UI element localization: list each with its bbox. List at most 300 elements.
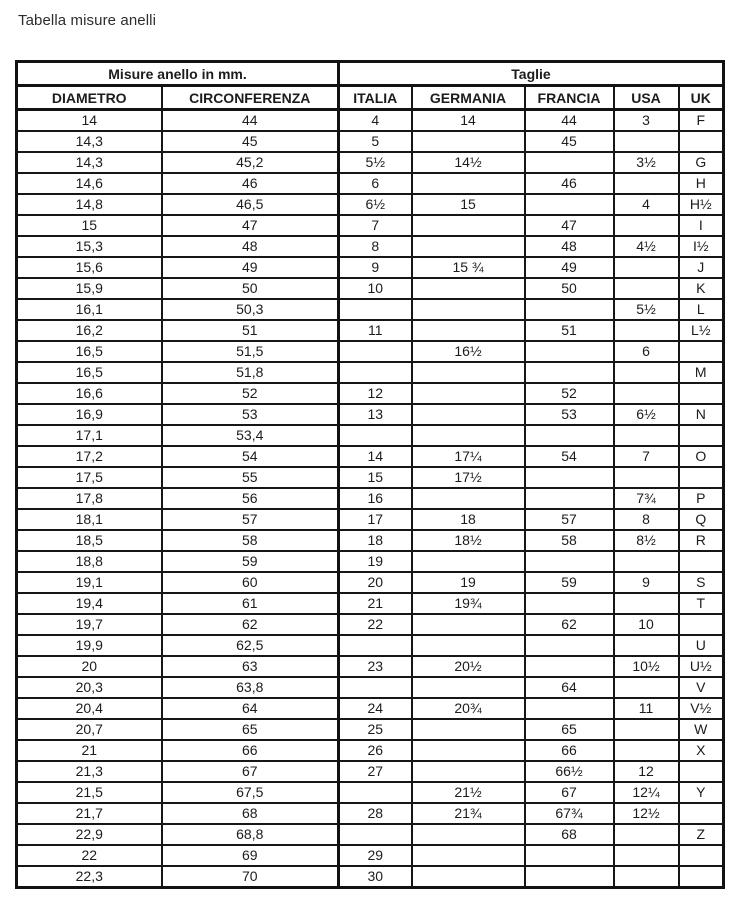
cell-germania <box>412 866 525 888</box>
cell-diametro: 18,1 <box>17 509 162 530</box>
table-row <box>17 299 724 320</box>
table-row <box>17 530 724 551</box>
cell-circonferenza: 51 <box>162 320 339 341</box>
cell-usa <box>614 383 679 404</box>
cell-uk: W <box>679 719 724 740</box>
table-row <box>17 152 724 173</box>
cell-circonferenza: 51,5 <box>162 341 339 362</box>
cell-uk: T <box>679 593 724 614</box>
cell-italia: 18 <box>339 530 412 551</box>
cell-germania: 21¾ <box>412 803 525 824</box>
cell-diametro: 17,5 <box>17 467 162 488</box>
cell-circonferenza: 55 <box>162 467 339 488</box>
ring-size-table <box>15 60 725 889</box>
cell-francia: 67¾ <box>525 803 614 824</box>
table-row <box>17 866 724 888</box>
cell-usa <box>614 425 679 446</box>
page-title: Tabella misure anelli <box>18 12 157 29</box>
cell-diametro: 15,6 <box>17 257 162 278</box>
table-row <box>17 362 724 383</box>
cell-circonferenza: 54 <box>162 446 339 467</box>
cell-francia <box>525 866 614 888</box>
cell-germania: 17¼ <box>412 446 525 467</box>
cell-uk: K <box>679 278 724 299</box>
table-row <box>17 446 724 467</box>
cell-diametro: 19,1 <box>17 572 162 593</box>
cell-circonferenza: 53 <box>162 404 339 425</box>
cell-germania: 20¾ <box>412 698 525 719</box>
table-row <box>17 509 724 530</box>
cell-circonferenza: 50 <box>162 278 339 299</box>
cell-usa <box>614 845 679 866</box>
cell-italia: 11 <box>339 320 412 341</box>
cell-diametro: 22 <box>17 845 162 866</box>
cell-usa: 4½ <box>614 236 679 257</box>
cell-uk: X <box>679 740 724 761</box>
cell-italia <box>339 299 412 320</box>
cell-uk: V½ <box>679 698 724 719</box>
cell-usa: 12 <box>614 761 679 782</box>
cell-uk: L <box>679 299 724 320</box>
cell-italia: 20 <box>339 572 412 593</box>
cell-germania <box>412 425 525 446</box>
cell-uk: O <box>679 446 724 467</box>
cell-uk: L½ <box>679 320 724 341</box>
cell-uk <box>679 803 724 824</box>
cell-uk <box>679 131 724 152</box>
cell-uk: H½ <box>679 194 724 215</box>
cell-francia <box>525 656 614 677</box>
cell-francia <box>525 488 614 509</box>
cell-italia: 30 <box>339 866 412 888</box>
cell-francia <box>525 845 614 866</box>
cell-germania <box>412 236 525 257</box>
cell-italia: 5½ <box>339 152 412 173</box>
cell-diametro: 14 <box>17 110 162 132</box>
cell-uk: U <box>679 635 724 656</box>
cell-usa: 6 <box>614 341 679 362</box>
cell-francia: 48 <box>525 236 614 257</box>
cell-diametro: 19,7 <box>17 614 162 635</box>
cell-francia <box>525 341 614 362</box>
cell-uk <box>679 383 724 404</box>
cell-germania: 14½ <box>412 152 525 173</box>
col-header-uk: UK <box>679 86 724 110</box>
cell-francia <box>525 362 614 383</box>
cell-circonferenza: 59 <box>162 551 339 572</box>
cell-uk: P <box>679 488 724 509</box>
table-row <box>17 782 724 803</box>
cell-circonferenza: 70 <box>162 866 339 888</box>
cell-usa <box>614 593 679 614</box>
cell-diametro: 20,7 <box>17 719 162 740</box>
cell-diametro: 14,8 <box>17 194 162 215</box>
cell-germania <box>412 215 525 236</box>
table-row <box>17 656 724 677</box>
cell-usa: 6½ <box>614 404 679 425</box>
cell-circonferenza: 63,8 <box>162 677 339 698</box>
cell-diametro: 20,4 <box>17 698 162 719</box>
cell-italia: 28 <box>339 803 412 824</box>
cell-circonferenza: 63 <box>162 656 339 677</box>
cell-circonferenza: 62,5 <box>162 635 339 656</box>
table-row <box>17 110 724 132</box>
cell-germania <box>412 131 525 152</box>
table-row <box>17 488 724 509</box>
cell-circonferenza: 68 <box>162 803 339 824</box>
col-header-usa: USA <box>614 86 679 110</box>
table-row <box>17 761 724 782</box>
cell-diametro: 21,5 <box>17 782 162 803</box>
cell-circonferenza: 56 <box>162 488 339 509</box>
cell-francia: 68 <box>525 824 614 845</box>
cell-diametro: 22,3 <box>17 866 162 888</box>
cell-uk: M <box>679 362 724 383</box>
cell-diametro: 21 <box>17 740 162 761</box>
cell-italia <box>339 635 412 656</box>
cell-circonferenza: 45,2 <box>162 152 339 173</box>
table-row <box>17 593 724 614</box>
cell-circonferenza: 62 <box>162 614 339 635</box>
cell-italia: 4 <box>339 110 412 132</box>
cell-germania: 18 <box>412 509 525 530</box>
cell-circonferenza: 67,5 <box>162 782 339 803</box>
cell-francia: 59 <box>525 572 614 593</box>
cell-germania: 19 <box>412 572 525 593</box>
cell-italia: 12 <box>339 383 412 404</box>
cell-usa <box>614 719 679 740</box>
cell-francia <box>525 425 614 446</box>
cell-germania <box>412 677 525 698</box>
cell-francia <box>525 593 614 614</box>
cell-diametro: 21,7 <box>17 803 162 824</box>
cell-francia: 45 <box>525 131 614 152</box>
table-header <box>17 62 724 110</box>
cell-circonferenza: 61 <box>162 593 339 614</box>
cell-diametro: 14,3 <box>17 152 162 173</box>
cell-uk: Y <box>679 782 724 803</box>
cell-francia: 67 <box>525 782 614 803</box>
cell-italia: 15 <box>339 467 412 488</box>
cell-diametro: 17,8 <box>17 488 162 509</box>
cell-diametro: 20 <box>17 656 162 677</box>
cell-italia: 6 <box>339 173 412 194</box>
cell-italia: 29 <box>339 845 412 866</box>
table-row <box>17 404 724 425</box>
table-body <box>17 110 724 888</box>
cell-uk: R <box>679 530 724 551</box>
cell-uk: Z <box>679 824 724 845</box>
column-header-row <box>17 86 724 110</box>
cell-italia: 24 <box>339 698 412 719</box>
cell-usa <box>614 320 679 341</box>
cell-germania <box>412 740 525 761</box>
col-header-francia: FRANCIA <box>525 86 614 110</box>
cell-diametro: 15 <box>17 215 162 236</box>
cell-italia: 14 <box>339 446 412 467</box>
cell-italia: 17 <box>339 509 412 530</box>
table-row <box>17 131 724 152</box>
cell-usa <box>614 635 679 656</box>
table-row <box>17 824 724 845</box>
cell-uk: V <box>679 677 724 698</box>
cell-francia <box>525 551 614 572</box>
cell-italia: 27 <box>339 761 412 782</box>
table-row <box>17 614 724 635</box>
group-header-misure-anello: Misure anello in mm. <box>17 62 339 86</box>
table-row <box>17 803 724 824</box>
cell-circonferenza: 46,5 <box>162 194 339 215</box>
cell-italia <box>339 341 412 362</box>
cell-francia: 52 <box>525 383 614 404</box>
cell-italia: 6½ <box>339 194 412 215</box>
cell-italia <box>339 782 412 803</box>
cell-uk <box>679 551 724 572</box>
cell-diametro: 16,5 <box>17 341 162 362</box>
cell-usa: 10½ <box>614 656 679 677</box>
cell-uk <box>679 467 724 488</box>
cell-francia <box>525 299 614 320</box>
cell-italia: 22 <box>339 614 412 635</box>
cell-circonferenza: 66 <box>162 740 339 761</box>
cell-italia: 9 <box>339 257 412 278</box>
cell-italia: 7 <box>339 215 412 236</box>
cell-francia: 44 <box>525 110 614 132</box>
table-row <box>17 845 724 866</box>
cell-usa: 8 <box>614 509 679 530</box>
table-row <box>17 425 724 446</box>
cell-italia: 25 <box>339 719 412 740</box>
cell-circonferenza: 67 <box>162 761 339 782</box>
cell-germania <box>412 173 525 194</box>
cell-francia: 65 <box>525 719 614 740</box>
cell-italia <box>339 677 412 698</box>
cell-diametro: 15,9 <box>17 278 162 299</box>
cell-usa: 7¾ <box>614 488 679 509</box>
cell-circonferenza: 57 <box>162 509 339 530</box>
cell-francia <box>525 194 614 215</box>
cell-usa <box>614 278 679 299</box>
cell-uk: G <box>679 152 724 173</box>
cell-usa <box>614 677 679 698</box>
cell-uk: F <box>679 110 724 132</box>
cell-francia: 54 <box>525 446 614 467</box>
col-header-italia: ITALIA <box>339 86 412 110</box>
cell-uk <box>679 866 724 888</box>
cell-usa <box>614 173 679 194</box>
cell-circonferenza: 47 <box>162 215 339 236</box>
table-row <box>17 215 724 236</box>
table-row <box>17 719 724 740</box>
cell-italia <box>339 362 412 383</box>
table-row <box>17 677 724 698</box>
cell-francia: 66½ <box>525 761 614 782</box>
cell-francia: 57 <box>525 509 614 530</box>
cell-diametro: 18,5 <box>17 530 162 551</box>
cell-francia <box>525 467 614 488</box>
cell-italia: 13 <box>339 404 412 425</box>
cell-diametro: 20,3 <box>17 677 162 698</box>
cell-uk: I½ <box>679 236 724 257</box>
cell-italia: 8 <box>339 236 412 257</box>
cell-francia: 50 <box>525 278 614 299</box>
table-row <box>17 698 724 719</box>
cell-uk: J <box>679 257 724 278</box>
cell-uk: S <box>679 572 724 593</box>
cell-circonferenza: 65 <box>162 719 339 740</box>
cell-germania <box>412 551 525 572</box>
cell-diametro: 16,5 <box>17 362 162 383</box>
cell-francia <box>525 635 614 656</box>
cell-diametro: 16,9 <box>17 404 162 425</box>
cell-uk: H <box>679 173 724 194</box>
cell-germania <box>412 614 525 635</box>
table-row <box>17 257 724 278</box>
col-header-circonferenza: CIRCONFERENZA <box>162 86 339 110</box>
cell-germania <box>412 278 525 299</box>
col-header-germania: GERMANIA <box>412 86 525 110</box>
cell-francia: 46 <box>525 173 614 194</box>
cell-circonferenza: 60 <box>162 572 339 593</box>
cell-germania <box>412 635 525 656</box>
cell-diametro: 21,3 <box>17 761 162 782</box>
cell-germania <box>412 404 525 425</box>
cell-usa <box>614 131 679 152</box>
cell-circonferenza: 49 <box>162 257 339 278</box>
cell-diametro: 16,2 <box>17 320 162 341</box>
table-row <box>17 572 724 593</box>
cell-italia: 5 <box>339 131 412 152</box>
cell-circonferenza: 46 <box>162 173 339 194</box>
cell-usa: 3 <box>614 110 679 132</box>
cell-circonferenza: 68,8 <box>162 824 339 845</box>
cell-francia: 47 <box>525 215 614 236</box>
cell-francia: 66 <box>525 740 614 761</box>
table-row <box>17 278 724 299</box>
cell-italia: 16 <box>339 488 412 509</box>
cell-usa <box>614 551 679 572</box>
cell-italia: 10 <box>339 278 412 299</box>
cell-germania <box>412 488 525 509</box>
cell-francia <box>525 152 614 173</box>
cell-diametro: 19,4 <box>17 593 162 614</box>
cell-diametro: 17,2 <box>17 446 162 467</box>
cell-diametro: 22,9 <box>17 824 162 845</box>
cell-italia: 23 <box>339 656 412 677</box>
table-row <box>17 236 724 257</box>
cell-usa <box>614 257 679 278</box>
cell-germania: 18½ <box>412 530 525 551</box>
cell-germania <box>412 845 525 866</box>
cell-uk <box>679 341 724 362</box>
cell-usa: 7 <box>614 446 679 467</box>
cell-italia: 21 <box>339 593 412 614</box>
cell-diametro: 17,1 <box>17 425 162 446</box>
cell-germania: 19¾ <box>412 593 525 614</box>
cell-usa: 12½ <box>614 803 679 824</box>
cell-circonferenza: 50,3 <box>162 299 339 320</box>
cell-germania <box>412 824 525 845</box>
cell-francia: 62 <box>525 614 614 635</box>
cell-circonferenza: 51,8 <box>162 362 339 383</box>
cell-francia: 58 <box>525 530 614 551</box>
cell-circonferenza: 52 <box>162 383 339 404</box>
cell-uk <box>679 425 724 446</box>
cell-diametro: 15,3 <box>17 236 162 257</box>
cell-usa <box>614 824 679 845</box>
cell-uk: Q <box>679 509 724 530</box>
cell-circonferenza: 45 <box>162 131 339 152</box>
cell-usa <box>614 362 679 383</box>
cell-italia <box>339 425 412 446</box>
cell-germania: 15 <box>412 194 525 215</box>
cell-usa: 5½ <box>614 299 679 320</box>
table-row <box>17 551 724 572</box>
group-header-taglie: Taglie <box>339 62 724 86</box>
cell-germania <box>412 362 525 383</box>
cell-uk: N <box>679 404 724 425</box>
cell-germania <box>412 320 525 341</box>
cell-diametro: 16,6 <box>17 383 162 404</box>
cell-uk <box>679 761 724 782</box>
table-row <box>17 383 724 404</box>
cell-germania: 17½ <box>412 467 525 488</box>
col-header-diametro: DIAMETRO <box>17 86 162 110</box>
cell-usa: 10 <box>614 614 679 635</box>
cell-italia: 19 <box>339 551 412 572</box>
cell-usa <box>614 740 679 761</box>
cell-francia: 49 <box>525 257 614 278</box>
cell-diametro: 18,8 <box>17 551 162 572</box>
group-header-row <box>17 62 724 86</box>
cell-germania <box>412 299 525 320</box>
cell-usa: 3½ <box>614 152 679 173</box>
cell-diametro: 14,3 <box>17 131 162 152</box>
cell-circonferenza: 64 <box>162 698 339 719</box>
cell-uk: U½ <box>679 656 724 677</box>
cell-diametro: 19,9 <box>17 635 162 656</box>
cell-usa: 11 <box>614 698 679 719</box>
cell-germania: 20½ <box>412 656 525 677</box>
cell-germania <box>412 719 525 740</box>
cell-circonferenza: 53,4 <box>162 425 339 446</box>
cell-circonferenza: 58 <box>162 530 339 551</box>
cell-germania: 15 ¾ <box>412 257 525 278</box>
table-row <box>17 194 724 215</box>
table-row <box>17 467 724 488</box>
cell-italia <box>339 824 412 845</box>
cell-uk: I <box>679 215 724 236</box>
cell-circonferenza: 69 <box>162 845 339 866</box>
cell-germania: 21½ <box>412 782 525 803</box>
cell-uk <box>679 614 724 635</box>
table-row <box>17 320 724 341</box>
table-row <box>17 341 724 362</box>
cell-usa: 4 <box>614 194 679 215</box>
cell-usa: 9 <box>614 572 679 593</box>
table-row <box>17 635 724 656</box>
cell-francia <box>525 698 614 719</box>
cell-usa <box>614 215 679 236</box>
cell-usa <box>614 467 679 488</box>
cell-usa <box>614 866 679 888</box>
table-row <box>17 173 724 194</box>
cell-diametro: 14,6 <box>17 173 162 194</box>
cell-francia: 64 <box>525 677 614 698</box>
cell-germania <box>412 761 525 782</box>
cell-circonferenza: 44 <box>162 110 339 132</box>
cell-usa: 8½ <box>614 530 679 551</box>
